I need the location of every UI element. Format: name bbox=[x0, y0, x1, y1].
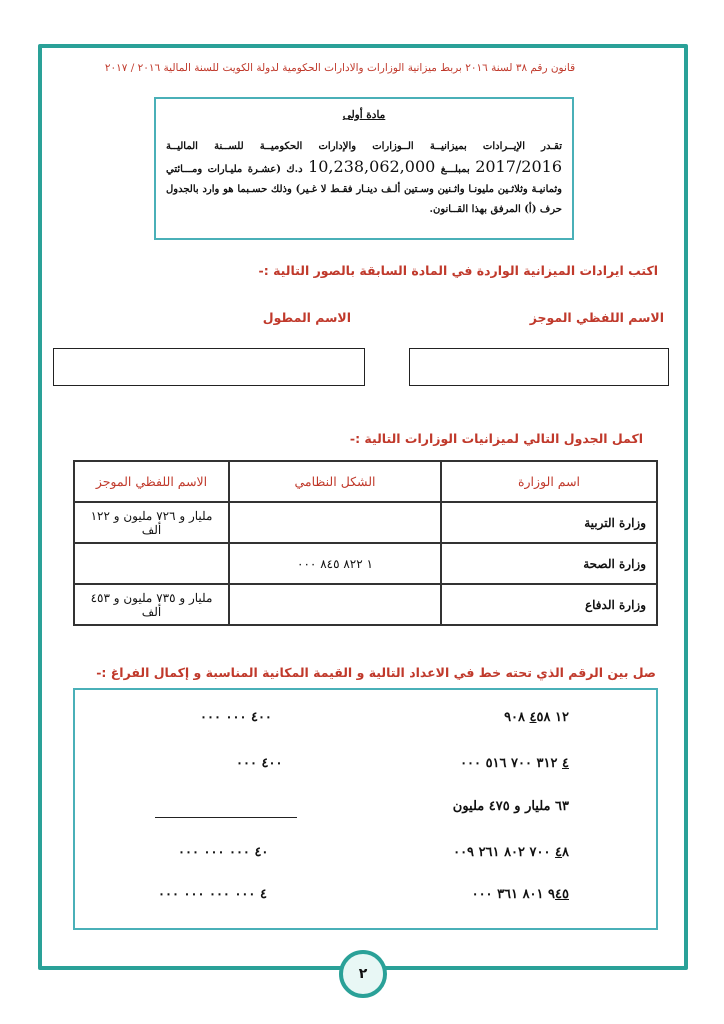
article-line-1: تقـدر الإيــرادات بميزانيــة الــوزارات والإدارات الحكوميــة للســنة الماليــة bbox=[166, 141, 562, 152]
standard-form-cell[interactable] bbox=[229, 584, 441, 625]
ministry-name: وزارة الصحة bbox=[441, 543, 657, 584]
table-row bbox=[74, 584, 657, 625]
ministry-name: وزارة التربية bbox=[441, 502, 657, 543]
number-item-5[interactable]: ٩٤٥ ٨٠١ ٣٦١ ٠٠٠ bbox=[471, 887, 569, 902]
page-number: ٢ bbox=[358, 966, 368, 982]
question-1-title: اكتب ايرادات الميزانية الواردة في المادة السابقة بالصور التالية :- bbox=[258, 263, 658, 278]
question-2-title: اكمل الجدول التالي لميزانيات الوزارات التالية :- bbox=[349, 431, 643, 446]
short-words-cell: مليار و ٧٢٦ مليون و ١٢٢ ألف bbox=[74, 502, 229, 543]
place-value-option-1[interactable]: ٤٠٠ ٠٠٠ ٠٠٠ bbox=[200, 710, 272, 725]
question-3-title: صل بين الرقم الذي تحته خط في الاعداد التالية و القيمة المكانية المناسبة و إكمال الفراغ :- bbox=[96, 665, 656, 680]
long-name-answer-box[interactable] bbox=[53, 348, 365, 386]
table-row bbox=[74, 502, 657, 543]
header-short-words: الاسم اللفظي الموجز bbox=[74, 461, 229, 502]
header-ministry: اسم الوزارة bbox=[441, 461, 657, 502]
table-row bbox=[74, 543, 657, 584]
article-excerpt-box bbox=[154, 97, 574, 240]
place-value-option-3[interactable]: ٤٠ ٠٠٠ ٠٠٠ ٠٠٠ bbox=[178, 845, 269, 860]
short-words-cell: مليار و ٧٣٥ مليون و ٤٥٣ ألف bbox=[74, 584, 229, 625]
standard-form-cell[interactable] bbox=[229, 502, 441, 543]
table-header-row bbox=[74, 461, 657, 502]
article-year: 2017/2016 bbox=[475, 157, 563, 176]
standard-form-cell: ١ ٨٢٢ ٨٤٥ ٠٠٠ bbox=[229, 543, 441, 584]
law-title: قانون رقم ٣٨ لسنة ٢٠١٦ بربط ميزانية الوزارات والادارات الحكومية لدولة الكويت للسنة المالية ٢٠١٦ / ٢٠١٧ bbox=[104, 62, 576, 74]
article-line-3: وثمانيـة وثلاثـين مليونـا واثـنين وسـتين ألـف دينـار فقـط لا غـير) وذلك حسـبما bbox=[237, 184, 563, 195]
number-item-4[interactable]: ٤٨ ٧٠٠ ٨٠٢ ٢٦١ ٠٠٩ bbox=[453, 845, 569, 860]
article-body bbox=[166, 137, 562, 220]
article-line-2-mid: بمبلـــغ bbox=[440, 164, 470, 175]
page-number-badge bbox=[339, 950, 387, 998]
article-title: مادة أولى bbox=[342, 109, 386, 121]
article-line-2-end: د.ك (عشـرة مليـارات ومـــائتي bbox=[166, 164, 303, 175]
label-short-words: الاسم اللفظي الموجز bbox=[529, 310, 664, 325]
ministry-name: وزارة الدفاع bbox=[441, 584, 657, 625]
place-value-option-2[interactable]: ٤٠٠ ٠٠٠ bbox=[236, 756, 283, 771]
header-standard-form: الشكل النظامي bbox=[229, 461, 441, 502]
article-amount: 10,238,062,000 bbox=[308, 157, 436, 176]
fill-in-blank-line[interactable] bbox=[155, 817, 297, 818]
number-item-3[interactable]: ٦٣ مليار و ٤٧٥ مليون bbox=[452, 799, 569, 814]
short-words-answer-box[interactable] bbox=[409, 348, 669, 386]
article-line-4: هو وارد بالجدول حرف (أ) المرفق بهذا القــانون. bbox=[166, 184, 562, 215]
number-item-2[interactable]: ٤ ٣١٢ ٧٠٠ ٥١٦ ٠٠٠ bbox=[460, 756, 569, 771]
label-long-name: الاسم المطول bbox=[262, 310, 351, 325]
place-value-option-4[interactable]: ٤ ٠٠٠ ٠٠٠ ٠٠٠ ٠٠٠ bbox=[158, 887, 267, 902]
ministries-table bbox=[73, 460, 658, 626]
short-words-cell[interactable] bbox=[74, 543, 229, 584]
number-item-1[interactable]: ١٢ ٤٥٨ ٩٠٨ bbox=[504, 710, 569, 725]
